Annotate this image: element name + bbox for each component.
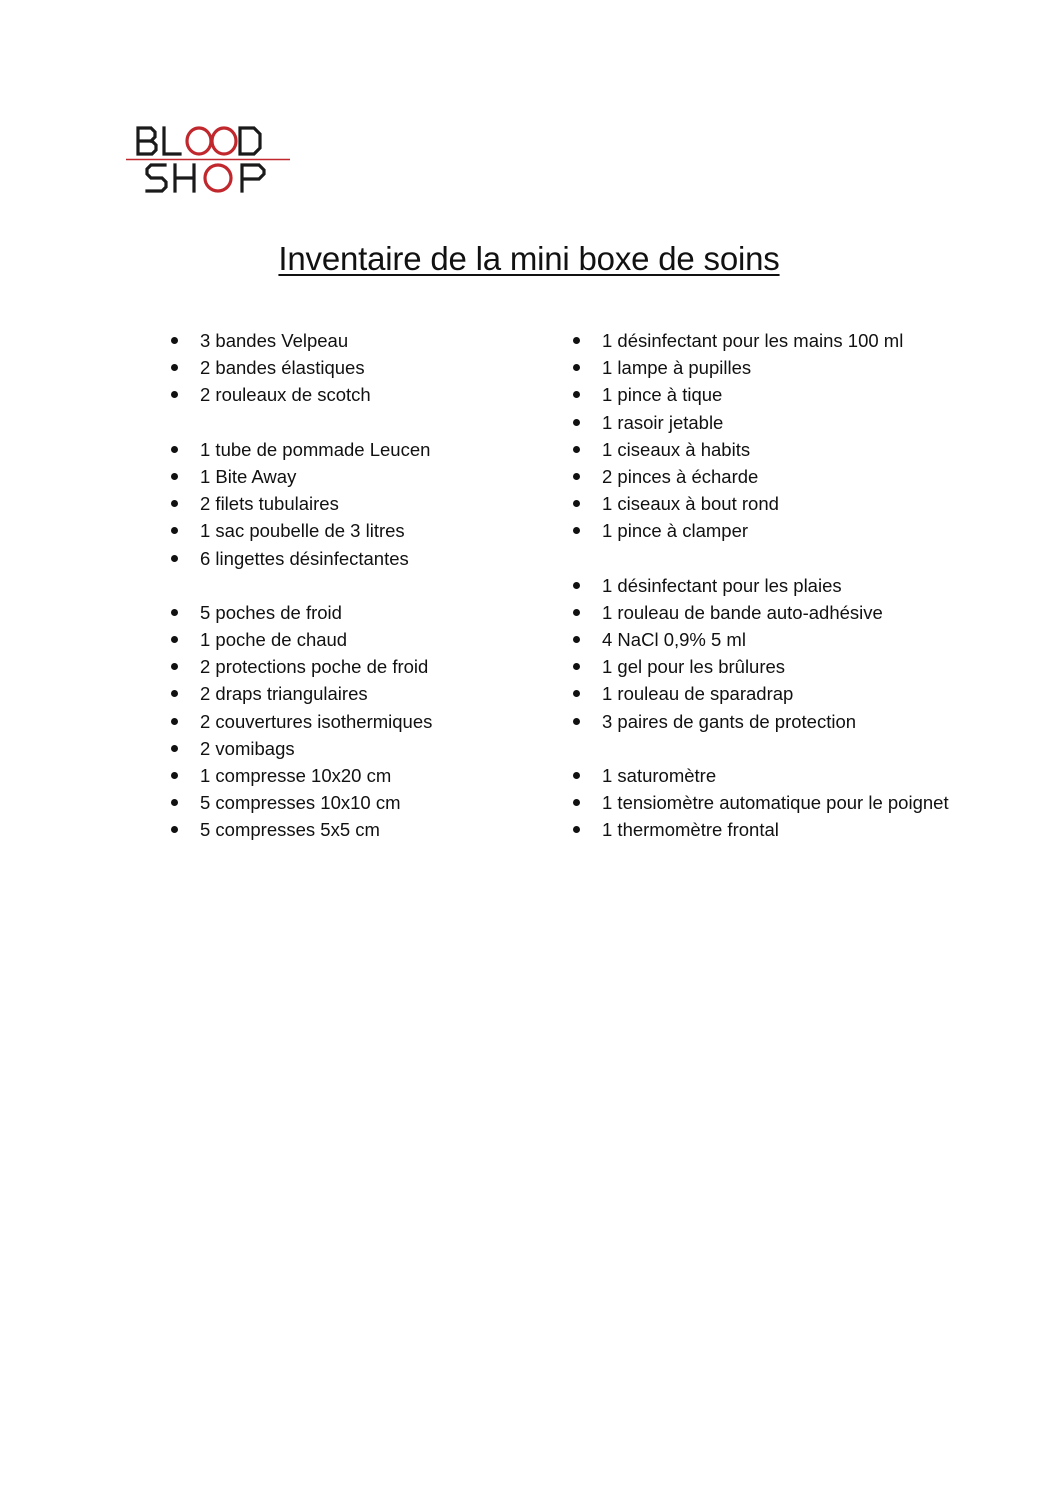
right-column-list	[568, 327, 1038, 844]
item-label: 2 couvertures isothermiques	[200, 710, 433, 732]
bullet-icon	[171, 663, 178, 670]
item-label: 1 saturomètre	[602, 765, 717, 786]
left-list-item	[166, 599, 536, 626]
item-label: 1 désinfectant pour les plaies	[602, 574, 842, 596]
item-label: 6 lingettes désinfectantes	[200, 547, 409, 569]
right-list-item	[568, 354, 1038, 381]
item-label: 1 pince à clamper	[602, 520, 749, 542]
left-list-item	[166, 517, 536, 544]
right-list-item	[568, 572, 1038, 599]
left-list-item	[166, 735, 536, 762]
left-column-list	[166, 327, 536, 844]
group-spacer	[568, 735, 1038, 762]
bullet-icon	[573, 473, 580, 480]
bullet-icon	[573, 636, 580, 643]
bullet-icon	[171, 555, 178, 562]
item-label: 2 protections poche de froid	[200, 656, 429, 678]
item-label: 1 rouleau de sparadrap	[602, 683, 794, 705]
left-list-item	[166, 708, 536, 735]
left-list-item	[166, 626, 536, 653]
bullet-icon	[573, 582, 580, 589]
bullet-icon	[573, 391, 580, 398]
right-list-item	[568, 653, 1038, 680]
item-label: 2 filets tubulaires	[200, 493, 339, 515]
bullet-icon	[171, 500, 178, 507]
bullet-icon	[573, 718, 580, 725]
right-list-item	[568, 599, 1038, 626]
item-label: 1 sac poubelle de 3 litres	[200, 520, 405, 542]
right-list-item	[568, 789, 1038, 816]
item-label: 1 tensiomètre automatique pour le poignet	[602, 792, 949, 814]
item-label: 1 rouleau de bande auto-adhésive	[602, 601, 883, 623]
bullet-icon	[573, 446, 580, 453]
bullet-icon	[171, 826, 178, 833]
right-list-item	[568, 463, 1038, 490]
right-list-item	[568, 490, 1038, 517]
right-list-item	[568, 517, 1038, 544]
item-label: 1 lampe à pupilles	[602, 357, 752, 379]
item-label: 1 Bite Away	[200, 465, 297, 487]
bullet-icon	[171, 446, 178, 453]
item-label: 2 vomibags	[200, 737, 295, 759]
bullet-icon	[573, 799, 580, 806]
page-title: Inventaire de la mini boxe de soins	[278, 240, 780, 277]
item-label: 1 tube de pommade Leucen	[200, 438, 431, 460]
item-label: 5 poches de froid	[200, 601, 342, 623]
item-label: 2 pinces à écharde	[602, 465, 759, 487]
item-label: 3 paires de gants de protection	[602, 710, 857, 732]
item-label: 2 rouleaux de scotch	[200, 384, 371, 406]
item-label: 1 désinfectant pour les mains 100 ml	[602, 330, 904, 351]
left-list-item	[166, 680, 536, 707]
right-list-item	[568, 327, 1038, 354]
left-list-item	[166, 789, 536, 816]
bullet-icon	[171, 609, 178, 616]
bullet-icon	[573, 337, 580, 344]
left-list-item	[166, 545, 536, 572]
item-label: 1 thermomètre frontal	[602, 819, 779, 841]
item-label: 2 bandes élastiques	[200, 357, 365, 379]
bullet-icon	[171, 799, 178, 806]
bullet-icon	[573, 663, 580, 670]
right-list-item	[568, 381, 1038, 408]
group-spacer	[568, 545, 1038, 572]
item-label: 1 ciseaux à bout rond	[602, 493, 779, 515]
bullet-icon	[573, 690, 580, 697]
right-list-item	[568, 762, 1038, 789]
item-label: 3 bandes Velpeau	[200, 330, 349, 351]
bullet-icon	[171, 391, 178, 398]
item-label: 1 ciseaux à habits	[602, 438, 751, 460]
item-label: 2 draps triangulaires	[200, 683, 368, 705]
bullet-icon	[573, 826, 580, 833]
left-list-item	[166, 490, 536, 517]
left-list-item	[166, 436, 536, 463]
group-spacer	[166, 572, 536, 599]
item-label: 1 poche de chaud	[200, 629, 348, 651]
bullet-icon	[171, 636, 178, 643]
bullet-icon	[171, 745, 178, 752]
left-list-item	[166, 354, 536, 381]
bullet-icon	[573, 419, 580, 426]
bullet-icon	[171, 772, 178, 779]
bullet-icon	[171, 364, 178, 371]
item-label: 1 pince à tique	[602, 384, 723, 406]
bullet-icon	[171, 527, 178, 534]
right-list-item	[568, 680, 1038, 707]
right-list-item	[568, 816, 1038, 843]
left-list-item	[166, 381, 536, 408]
item-label: 4 NaCl 0,9% 5 ml	[602, 629, 746, 651]
bullet-icon	[573, 609, 580, 616]
right-list-item	[568, 409, 1038, 436]
right-list-item	[568, 436, 1038, 463]
item-label: 1 rasoir jetable	[602, 411, 724, 433]
left-list-item	[166, 327, 536, 354]
bullet-icon	[573, 500, 580, 507]
logo-graphic	[126, 122, 292, 198]
bullet-icon	[573, 772, 580, 779]
bullet-icon	[573, 364, 580, 371]
bullet-icon	[573, 527, 580, 534]
bullet-icon	[171, 718, 178, 725]
bullet-icon	[171, 690, 178, 697]
item-label: 1 gel pour les brûlures	[602, 656, 786, 678]
left-list-item	[166, 653, 536, 680]
bullet-icon	[171, 337, 178, 344]
item-label: 1 compresse 10x20 cm	[200, 765, 392, 786]
right-list-item	[568, 626, 1038, 653]
bullet-icon	[171, 473, 178, 480]
left-list-item	[166, 463, 536, 490]
left-list-item	[166, 762, 536, 789]
item-label: 5 compresses 5x5 cm	[200, 819, 380, 841]
blood-shop-logo	[126, 122, 292, 198]
item-label: 5 compresses 10x10 cm	[200, 792, 401, 814]
left-list-item	[166, 816, 536, 843]
group-spacer	[166, 409, 536, 436]
right-list-item	[568, 708, 1038, 735]
